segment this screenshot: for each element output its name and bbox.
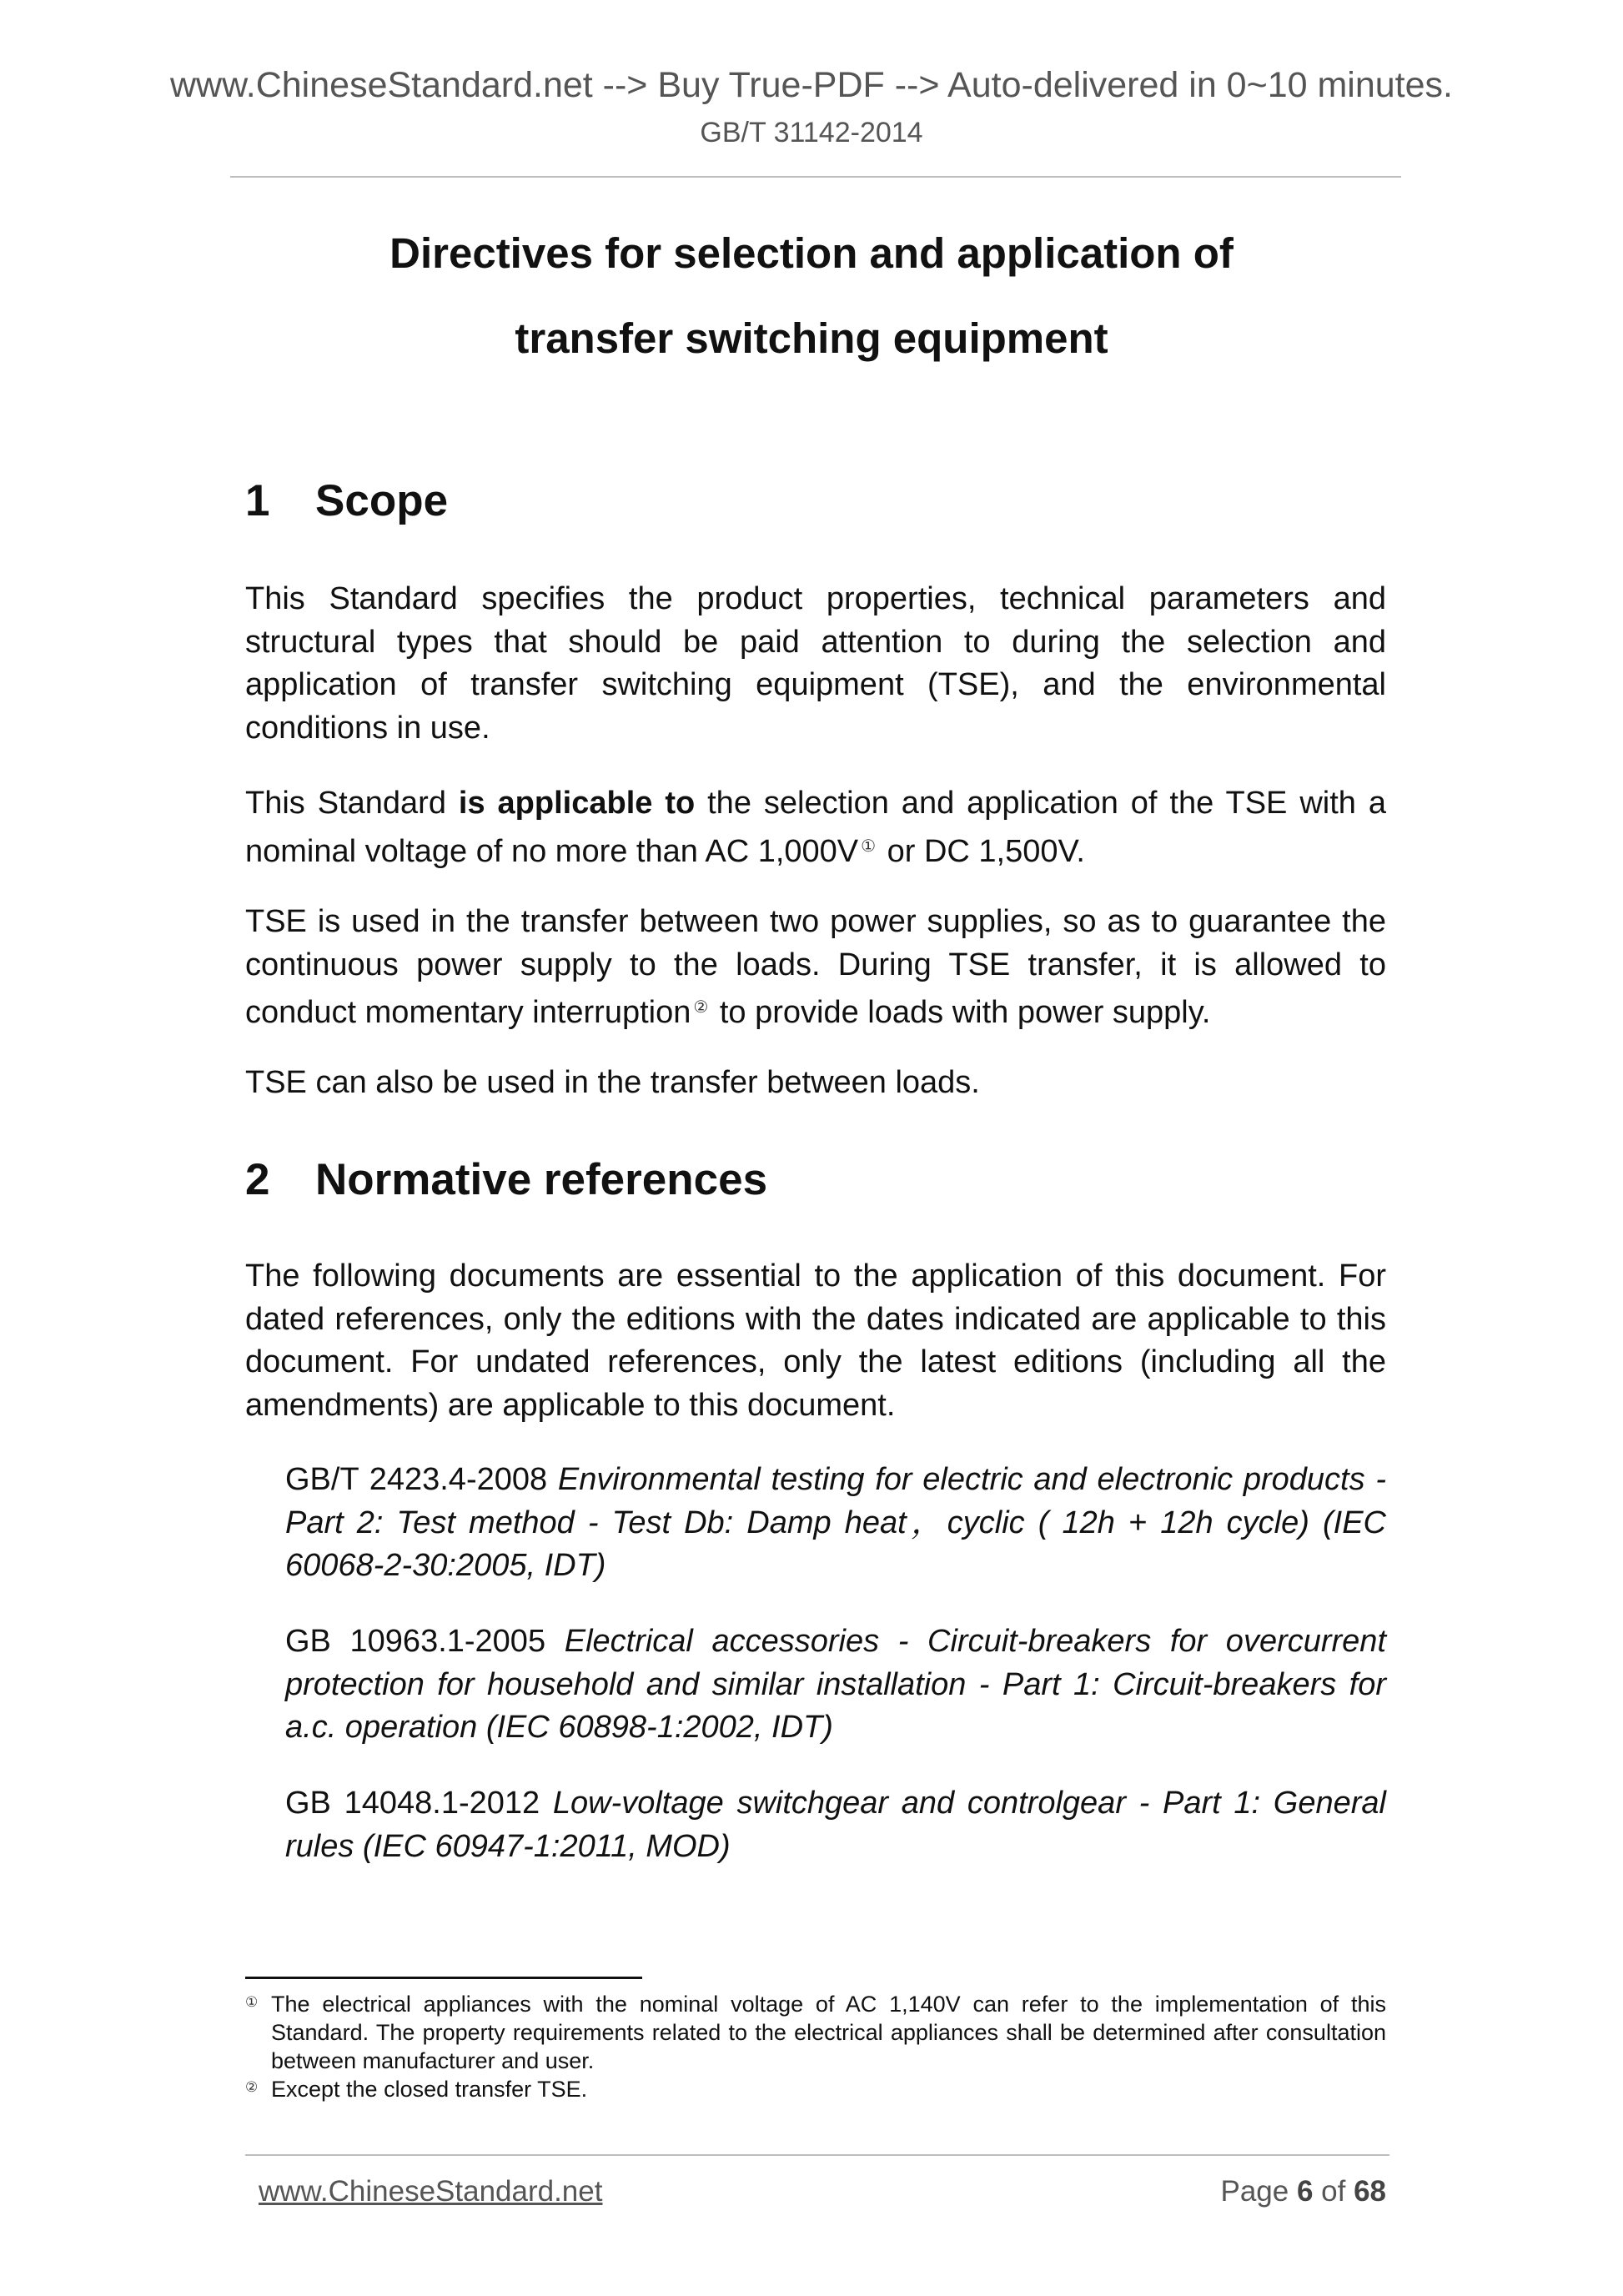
document-title-line-1: Directives for selection and application of [389,229,1234,277]
reference-code: GB/T 2423.4-2008 [285,1462,558,1497]
section-2-number: 2 [245,1155,270,1204]
scope-p2-bold: is applicable to [458,786,696,821]
scope-paragraph-1: This Standard specifies the product properties, technical parameters and structural types that should be paid attention to during the selection and application of transfer switching equipment (TSE), and the environmental conditions in use. [245,581,1386,746]
page-indicator [1220,2175,1386,2208]
footnote-1 [245,1990,1386,2075]
standard-code: GB/T 31142-2014 [700,117,923,148]
reference-item [285,1459,1386,1588]
page-of: of [1313,2175,1354,2208]
scope-p2-text-end: or DC 1,500V. [878,833,1085,869]
scope-p2-text-start: This Standard [245,786,459,821]
footer-site-link[interactable]: www.ChineseStandard.net [259,2175,603,2208]
scope-paragraph-3 [245,901,1386,1035]
footnote-marker-1: ① [861,837,877,856]
footnote-2 [245,2075,1386,2103]
reference-title: Environmental testing for electric and electronic products - Part 2: Test method - Test Db: Damp heat，cyclic ( 12h + 12h cycle) (IEC 60068-2-30:2005, IDT) [285,1462,1386,1583]
scope-p3-text-end: to provide loads with power supply. [711,995,1211,1030]
section-1-number: 1 [245,476,270,525]
reference-item [285,1620,1386,1750]
scope-paragraph-4: TSE can also be used in the transfer between loads. [245,1065,980,1100]
footnote-divider [245,1977,642,1979]
header-divider [230,176,1401,178]
page-current: 6 [1296,2175,1314,2208]
scope-p3-text-start: TSE is used in the transfer between two power supplies, so as to guarantee the continuous power supply to the loads. During TSE transfer, it is allowed to conduct momentary interruption [245,904,1386,1030]
reference-title: Low-voltage switchgear and controlgear - Part 1: General rules (IEC 60947-1:2011, MOD) [285,1786,1386,1864]
scope-paragraph-2 [245,782,1386,873]
reference-code: GB 14048.1-2012 [285,1786,553,1821]
section-1-title: Scope [315,476,449,525]
site-banner: www.ChineseStandard.net --> Buy True-PDF --> Auto-delivered in 0~10 minutes. [169,65,1453,105]
footnote-1-text: The electrical appliances with the nominal voltage of AC 1,140V can refer to the implementation of this Standard. The property requirements related to the electrical appliances shall be determined after consultation between manufacturer and user. [271,1992,1386,2073]
footnote-2-marker: ② [245,2079,259,2095]
section-2-title: Normative references [315,1155,768,1204]
reference-code: GB 10963.1-2005 [285,1624,565,1659]
footer-divider [245,2154,1389,2156]
page-prefix: Page [1220,2175,1297,2208]
document-title-line-2: transfer switching equipment [515,314,1108,362]
footnote-marker-2: ② [693,998,709,1017]
section-1-heading [245,475,448,526]
page-total: 68 [1354,2175,1386,2208]
reference-title: Electrical accessories - Circuit-breakers for overcurrent protection for household and similar installation - Part 1: Circuit-breakers for a.c. operation (IEC 60898-1:2002, IDT) [285,1624,1386,1745]
scope-p2-text-middle: the selection and application of the TSE with a nominal voltage of no more than AC 1,000V [245,786,1386,869]
footnote-1-marker: ① [245,1994,259,2010]
section-2-heading [245,1154,767,1205]
footnote-2-text: Except the closed transfer TSE. [271,2077,588,2102]
normative-references-intro: The following documents are essential to the application of this document. For dated references, only the editions with the dates indicated are applicable to this document. For undated references, only the latest editions (including all the amendments) are applicable to this document. [245,1259,1386,1423]
reference-item [285,1782,1386,1868]
